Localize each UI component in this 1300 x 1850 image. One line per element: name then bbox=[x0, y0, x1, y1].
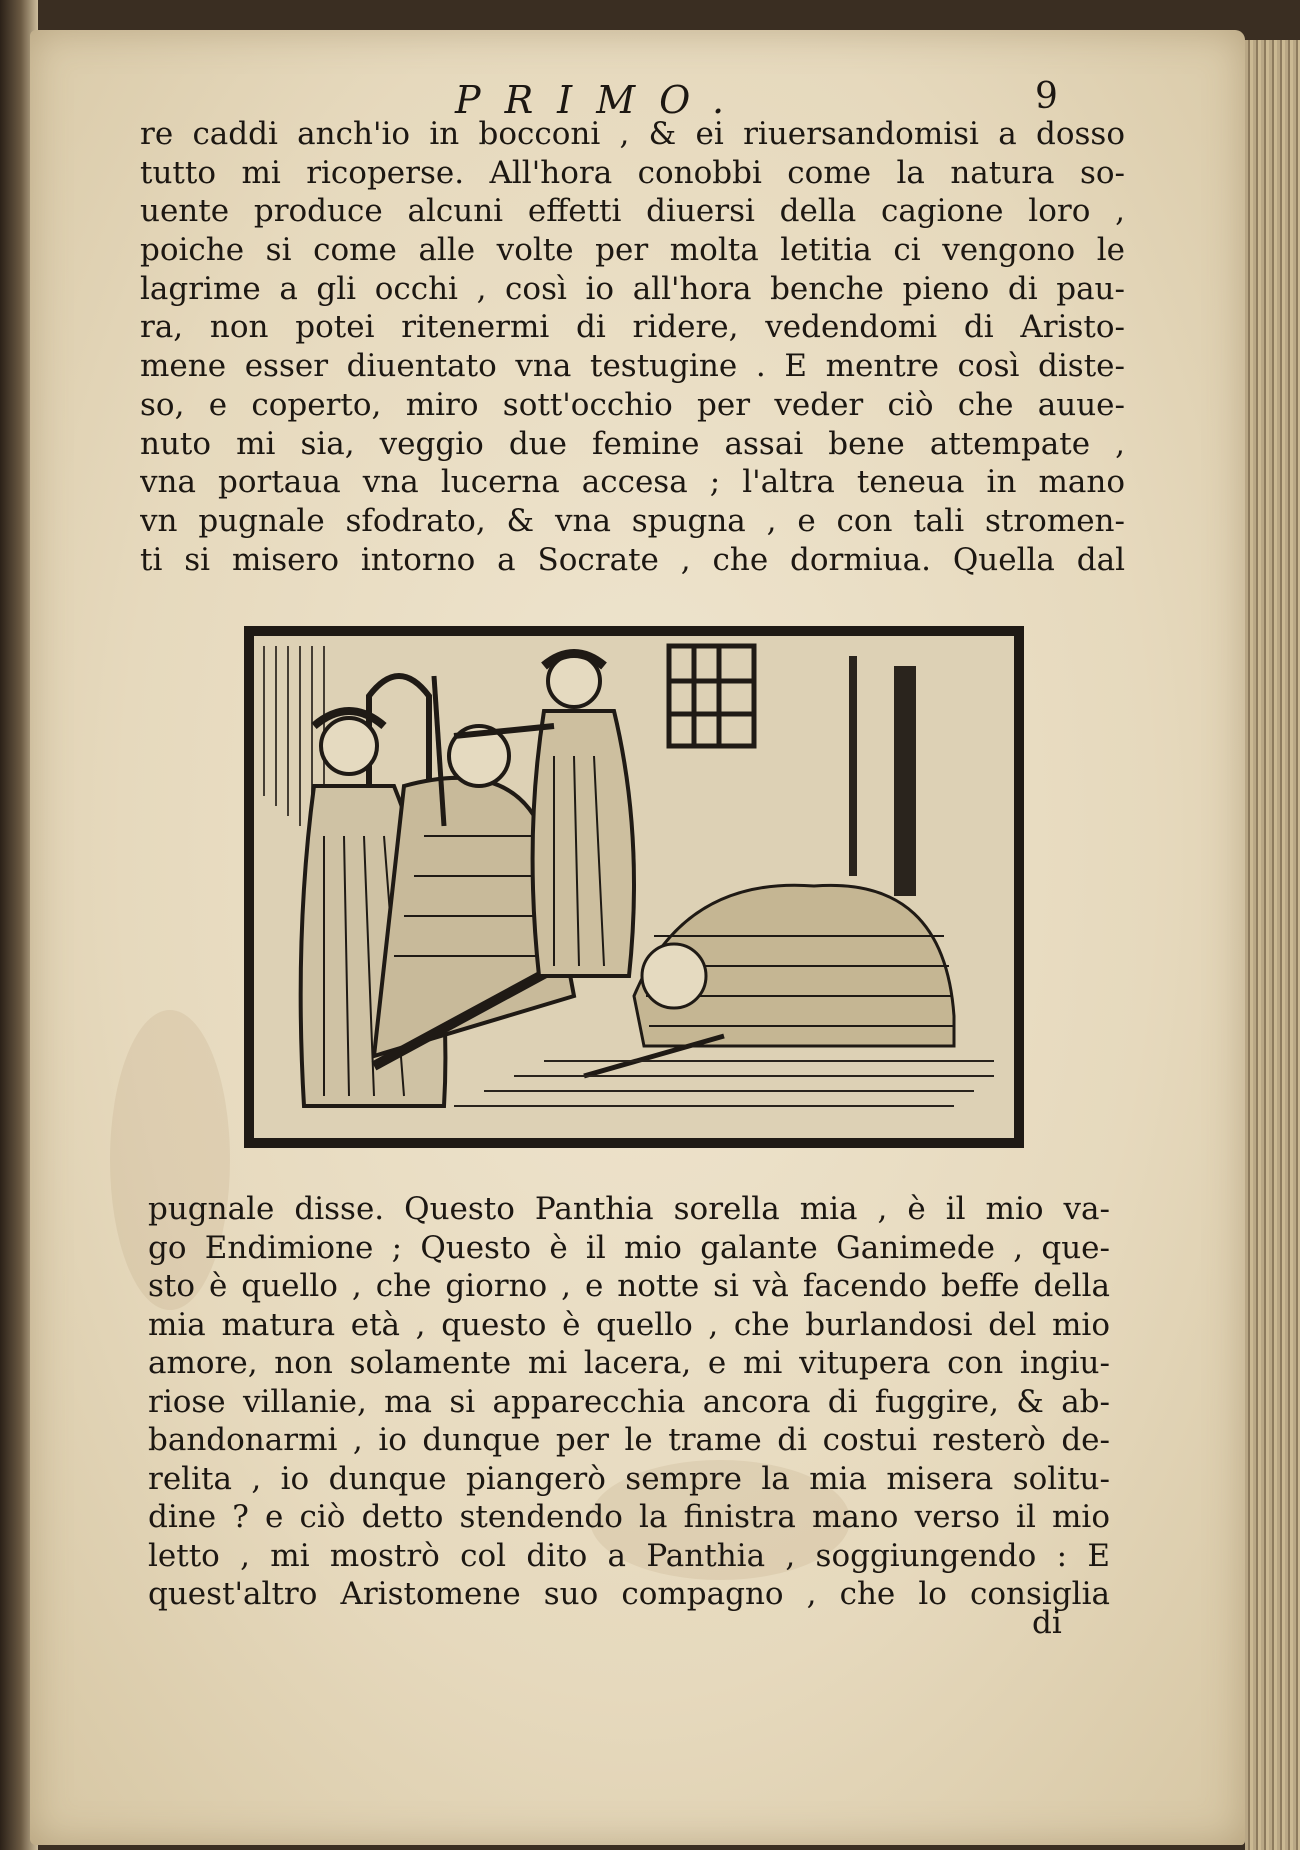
text-line: pugnale disse. Questo Panthia sorella mia , è il mio va- bbox=[148, 1191, 1110, 1227]
text-line: ti si misero intorno a Socrate , che dormiua. Quella dal bbox=[140, 541, 1125, 578]
text-block-top bbox=[140, 115, 1125, 579]
woodcut-scene bbox=[254, 636, 1014, 1138]
text-line: quest'altro Aristomene suo compagno , che lo consiglia bbox=[148, 1576, 1110, 1612]
text-line: uente produce alcuni effetti diuersi della cagione loro , bbox=[140, 193, 1125, 230]
pillar bbox=[894, 666, 916, 896]
text-line: tutto mi ricoperse. All'hora conobbi come la natura so- bbox=[140, 154, 1125, 191]
text-line: go Endimione ; Questo è il mio galante Ganimede , que- bbox=[148, 1229, 1110, 1266]
text-line: re caddi anch'io in bocconi , & ei riuersandomisi a dosso bbox=[140, 116, 1125, 152]
text-line: vna portaua vna lucerna accesa ; l'altra teneua in mano bbox=[140, 464, 1125, 501]
text-line: letto , mi mostrò col dito a Panthia , soggiungendo : E bbox=[148, 1537, 1110, 1574]
page-edges bbox=[1245, 40, 1300, 1850]
text-line: dine ? e ciò detto stendendo la finistra mano verso il mio bbox=[148, 1499, 1110, 1535]
text-block-bottom bbox=[148, 1190, 1110, 1614]
text-line: sto è quello , che giorno , e notte si và facendo beffe della bbox=[148, 1268, 1110, 1304]
text-line: mia matura età , questo è quello , che burlandosi del mio bbox=[148, 1306, 1110, 1343]
page-number: 9 bbox=[1035, 76, 1058, 117]
text-line: riose villanie, ma si apparecchia ancora di fuggire, & ab- bbox=[148, 1383, 1110, 1420]
running-head: PRIMO. bbox=[455, 78, 749, 122]
woodcut-illustration bbox=[244, 626, 1024, 1148]
text-line: poiche si come alle volte per molta letitia ci vengono le bbox=[140, 232, 1125, 269]
catchword: di bbox=[1032, 1605, 1062, 1641]
text-line: ra, non potei ritenermi di ridere, vedendomi di Aristo- bbox=[140, 309, 1125, 346]
text-line: bandonarmi , io dunque per le trame di costui resterò de- bbox=[148, 1422, 1110, 1458]
text-line: nuto mi sia, veggio due femine assai bene attempate , bbox=[140, 425, 1125, 462]
text-line: amore, non solamente mi lacera, e mi vitupera con ingiu- bbox=[148, 1345, 1110, 1381]
text-line: vn pugnale sfodrato, & vna spugna , e con tali stromen- bbox=[140, 502, 1125, 539]
text-line: mene esser diuentato vna testugine . E mentre così diste- bbox=[140, 348, 1125, 385]
pillar bbox=[849, 656, 857, 876]
text-line: relita , io dunque piangerò sempre la mia misera solitu- bbox=[148, 1460, 1110, 1497]
text-line: lagrime a gli occhi , così io all'hora benche pieno di pau- bbox=[140, 270, 1125, 307]
text-line: so, e coperto, miro sott'occhio per veder ciò che auue- bbox=[140, 386, 1125, 423]
